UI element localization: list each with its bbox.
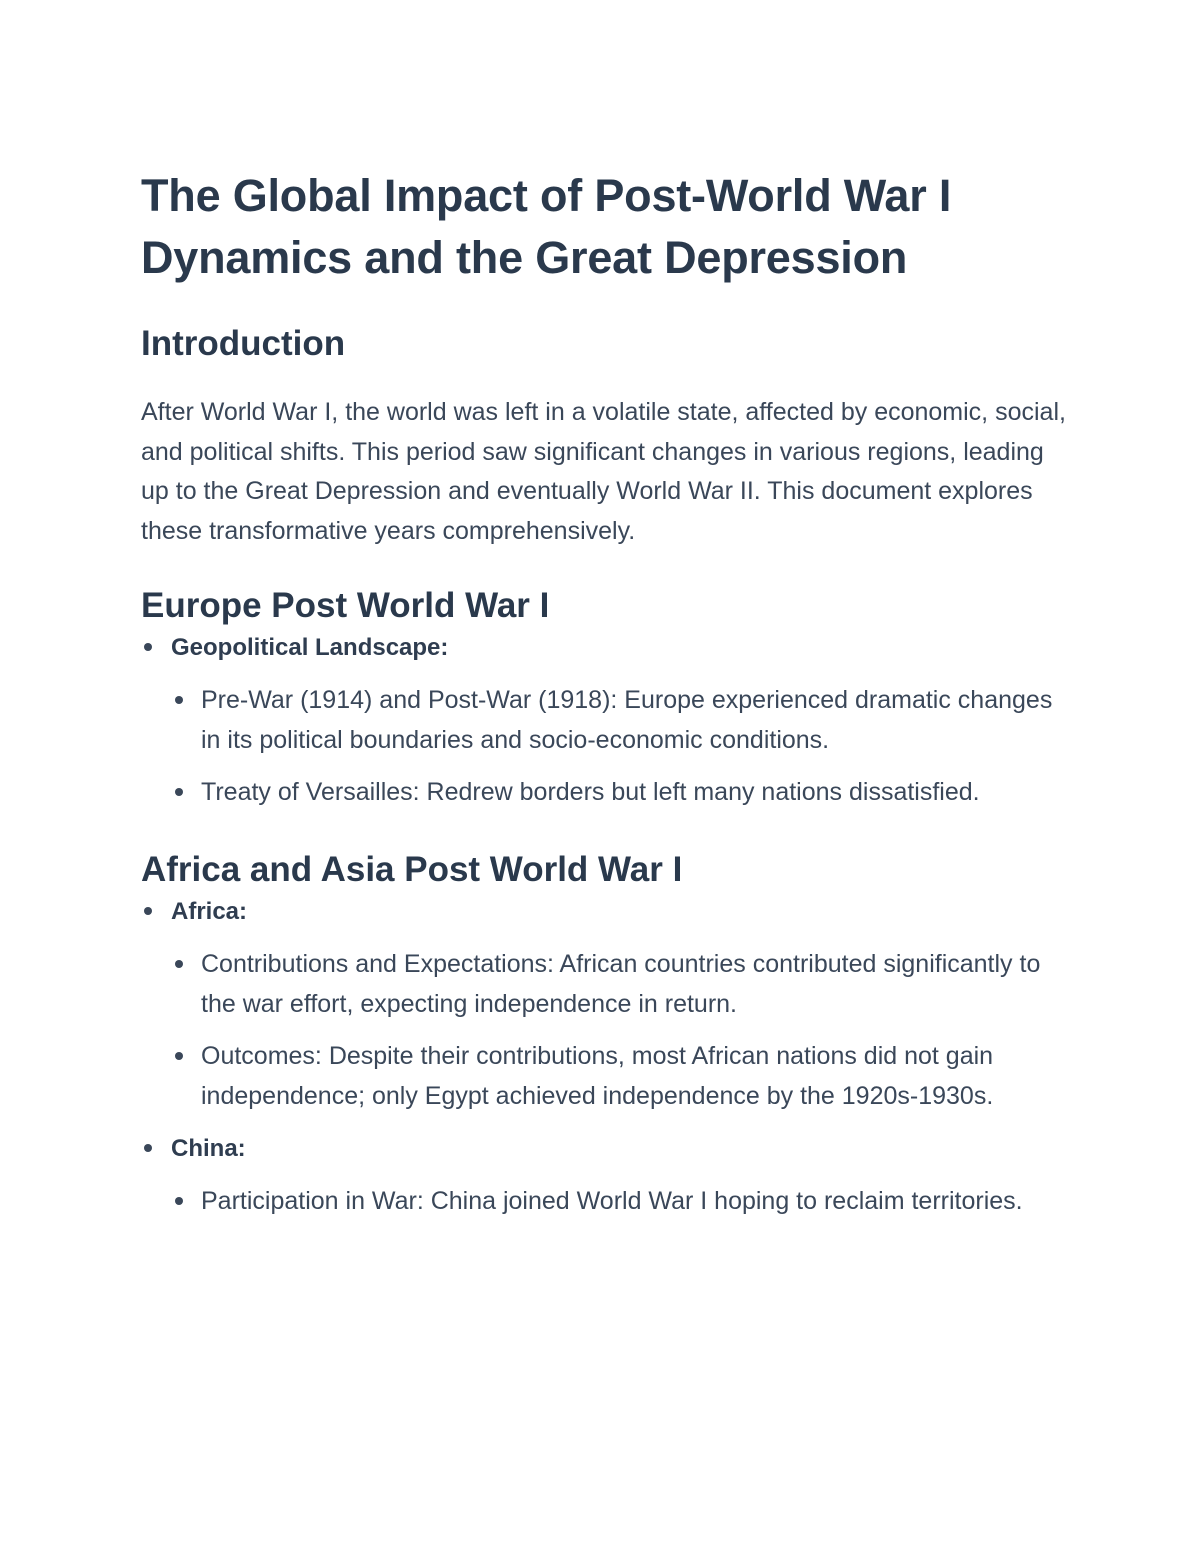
list-item-label: China: [171, 1135, 246, 1162]
list-item-china [141, 1129, 1066, 1221]
bullet-icon [144, 643, 152, 651]
section-heading-introduction: Introduction [141, 324, 346, 363]
section-heading-europe: Europe Post World War I [141, 586, 550, 625]
sub-list-item [171, 772, 1066, 812]
sub-list-item [171, 680, 1066, 760]
sub-list-item-text: Outcomes: Despite their contributions, most African nations did not gain independence; only Egypt achieved independence by the 1920s-1930s. [201, 1042, 994, 1110]
bullet-icon [175, 1197, 183, 1205]
sub-list-item-text: Treaty of Versailles: Redrew borders but left many nations dissatisfied. [201, 778, 980, 806]
section-heading-africa-asia: Africa and Asia Post World War I [141, 850, 683, 889]
sub-list-item [171, 944, 1066, 1024]
bullet-icon [175, 960, 183, 968]
sub-list-item [171, 1036, 1066, 1116]
africa-asia-list [141, 892, 1066, 1221]
europe-list [141, 628, 1066, 812]
bullet-icon [175, 1052, 183, 1060]
sub-list [171, 680, 1066, 812]
introduction-paragraph: After World War I, the world was left in a volatile state, affected by economic, social, and political shifts. This period saw significant changes in various regions, leading up to the Great Depression and eventually World War II. This document explores these transformative years comprehensively. [141, 398, 1066, 545]
sub-list-item-text: Contributions and Expectations: African countries contributed significantly to the war effort, expecting independence in return. [201, 950, 1041, 1018]
list-item-africa [141, 892, 1066, 1116]
sub-list [171, 944, 1066, 1116]
list-item-label: Geopolitical Landscape: [171, 634, 449, 661]
document-title: The Global Impact of Post-World War I Dynamics and the Great Depression [141, 170, 952, 283]
sub-list-item [171, 1181, 1066, 1221]
bullet-icon [144, 907, 152, 915]
list-item-label: Africa: [171, 898, 248, 925]
bullet-icon [144, 1144, 152, 1152]
bullet-icon [175, 788, 183, 796]
bullet-icon [175, 696, 183, 704]
sub-list [171, 1181, 1066, 1221]
sub-list-item-text: Participation in War: China joined World War I hoping to reclaim territories. [201, 1187, 1023, 1215]
sub-list-item-text: Pre-War (1914) and Post-War (1918): Europe experienced dramatic changes in its political boundaries and socio-economic conditions. [201, 686, 1053, 754]
list-item-geopolitical-landscape [141, 628, 1066, 812]
document-page [141, 165, 1066, 1234]
